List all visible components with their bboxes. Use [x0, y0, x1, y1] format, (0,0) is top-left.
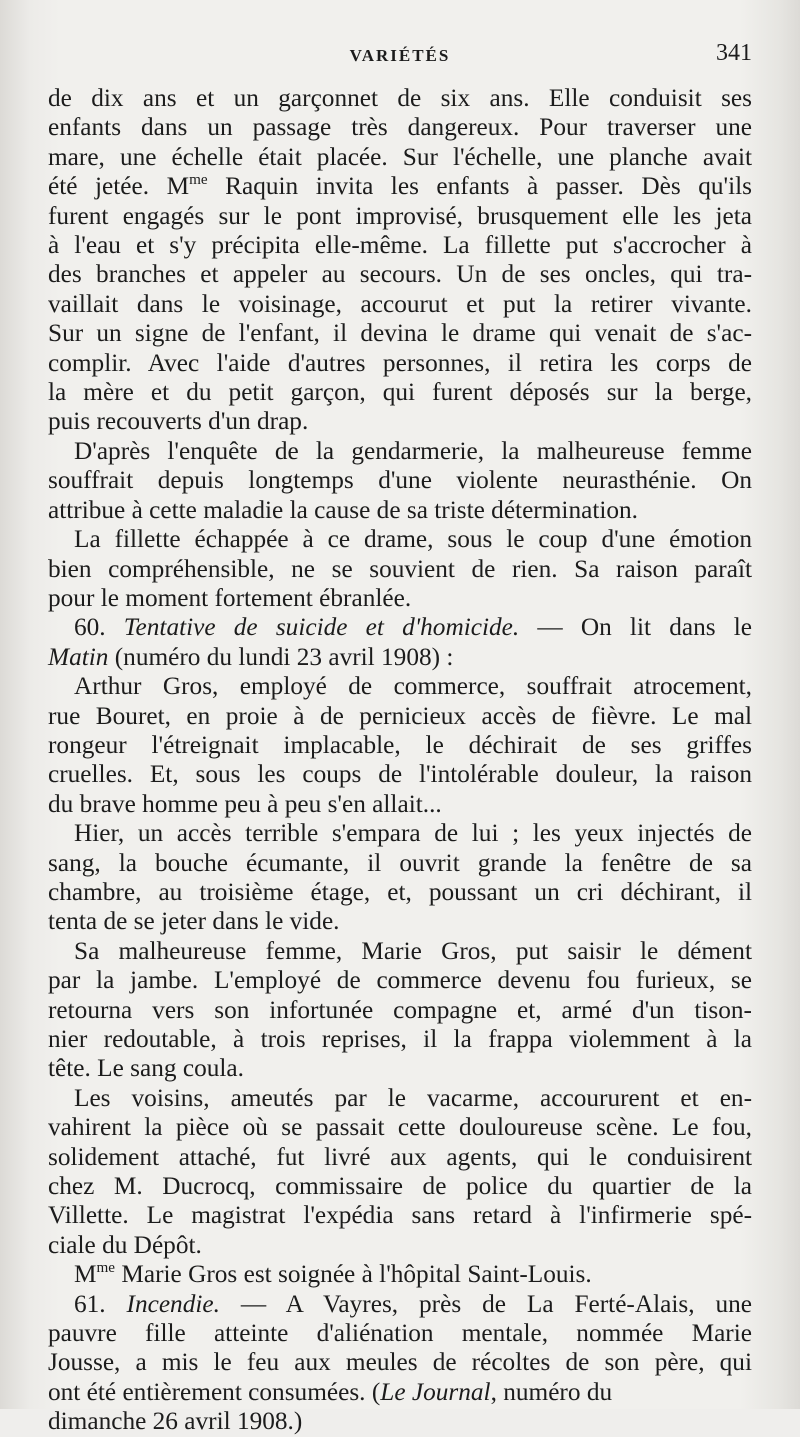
text-line: Matin (numéro du lundi 23 avril 1908) :	[48, 642, 454, 671]
italic-text: Tentative de suicide et d'homicide.	[123, 613, 520, 642]
body-text	[48, 84, 752, 1437]
text-line: tête. Le sang coula.	[48, 1054, 244, 1083]
paragraph-hier	[48, 819, 752, 937]
text-line: vahirent la pièce où se passait cette douloureuse scène. Le fou,	[48, 1113, 752, 1142]
paragraph-voisins	[48, 1084, 752, 1260]
text-line: vaillait dans le voisinage, accourut et put la retirer vivante.	[48, 289, 752, 318]
paragraph-enquete	[48, 437, 752, 525]
text-line: la mère et du petit garçon, qui furent déposés sur la berge,	[48, 378, 752, 407]
text-line: pour le moment fortement ébranlée.	[48, 583, 412, 612]
running-head: VARIÉTÉS	[349, 46, 451, 65]
page-number: 341	[716, 40, 752, 66]
text-line: nier redoutable, à trois reprises, il la frappa violemment à la	[48, 1025, 752, 1053]
text-line: à l'eau et s'y précipita elle-même. La fillette put s'accrocher à	[48, 231, 752, 260]
text-line: rue Bouret, en proie à de pernicieux accès de fièvre. Le mal	[48, 701, 752, 730]
italic-text: Incendie.	[126, 1289, 220, 1318]
text-line: Les voisins, ameutés par le vacarme, accoururent et en-	[74, 1083, 752, 1112]
text-line: pauvre fille atteinte d'aliénation mentale, nommée Marie	[48, 1319, 752, 1348]
paragraph-fillette	[48, 525, 752, 613]
text-line: attribue à cette maladie la cause de sa triste détermination.	[48, 495, 638, 524]
superscript-text: me	[189, 171, 208, 189]
text-line: chez M. Ducrocq, commissaire de police du quartier de la	[48, 1172, 752, 1201]
text-line: Jousse, a mis le feu aux meules de récoltes de son père, qui	[48, 1348, 752, 1377]
text-line: Sur un signe de l'enfant, il devina le drame qui venait de s'ac-	[48, 319, 752, 348]
text-line: puis recouverts d'un drap.	[48, 407, 309, 436]
paragraph-60	[48, 613, 752, 672]
text-line: souffrait depuis longtemps d'une violente neurasthénie. On	[48, 466, 752, 495]
text-line: bien compréhensible, ne se souvient de rien. Sa raison paraît	[48, 554, 752, 583]
text-line: des branches et appeler au secours. Un de ses oncles, qui tra-	[48, 260, 752, 289]
text-line: mare, une échelle était placée. Sur l'échelle, une planche avait	[48, 142, 752, 171]
text-line: D'après l'enquête de la gendarmerie, la malheureuse femme	[74, 436, 752, 465]
text-line: furent engagés sur le pont improvisé, brusquement elle les jeta	[48, 201, 752, 230]
paragraph-cont	[48, 84, 752, 437]
italic-text: Matin	[48, 642, 109, 671]
text-line: solidement attaché, fut livré aux agents, qui le conduisirent	[48, 1142, 752, 1171]
text-line: dimanche 26 avril 1908.)	[48, 1407, 303, 1436]
italic-text: Le Journal	[380, 1377, 491, 1406]
text-line: par la jambe. L'employé de commerce devenu fou furieux, se	[48, 966, 752, 995]
paragraph-soignee	[48, 1260, 752, 1289]
text-line: Hier, un accès terrible s'empara de lui ; les yeux injectés de	[74, 819, 752, 848]
text-line: ciale du Dépôt.	[48, 1230, 202, 1259]
text-line: $M^{me}$ Marie Gros est soignée à l'hôpital Saint-Louis.	[74, 1259, 592, 1289]
text-line: Arthur Gros, employé de commerce, souffrait atrocement,	[74, 672, 752, 701]
text-line: cruelles. Et, sous les coups de l'intolérable douleur, la raison	[48, 760, 752, 789]
text-line: 60. Tentative de suicide et d'homicide. — On lit dans le	[74, 613, 752, 642]
paragraph-arthur	[48, 672, 752, 819]
text-line: Sa malheureuse femme, Marie Gros, put saisir le dément	[74, 936, 752, 965]
text-line: retourna vers son infortunée compagne et, armé d'un tison-	[48, 995, 752, 1024]
text-line: été jetée. $M^{me}$ Raquin invita les enfants à passer. Dès qu'ils	[48, 171, 752, 201]
text-line: rongeur l'étreignait implacable, le déchirait de ses griffes	[48, 730, 752, 759]
text-line: enfants dans un passage très dangereux. Pour traverser une	[48, 113, 752, 142]
paragraph-61	[48, 1290, 752, 1437]
text-line: tenta de se jeter dans le vide.	[48, 907, 340, 936]
text-line: complir. Avec l'aide d'autres personnes, il retira les corps de	[48, 348, 752, 377]
text-line: La fillette échappée à ce drame, sous le coup d'une émotion	[74, 525, 752, 554]
text-line: Villette. Le magistrat l'expédia sans retard à l'infirmerie spé-	[48, 1201, 752, 1230]
text-line: ont été entièrement consumées. (Le Journal, numéro du	[48, 1377, 613, 1406]
text-line: 61. Incendie. — A Vayres, près de La Ferté-Alais, une	[74, 1289, 752, 1318]
text-line: sang, la bouche écumante, il ouvrit grande la fenêtre de sa	[48, 848, 752, 877]
text-line: du brave homme peu à peu s'en allait...	[48, 789, 442, 818]
page-header	[48, 40, 752, 74]
superscript-text: me	[96, 1259, 116, 1277]
text-line: de dix ans et un garçonnet de six ans. Elle conduisit ses	[48, 84, 752, 112]
paragraph-femme	[48, 937, 752, 1084]
text-line: chambre, au troisième étage, et, poussant un cri déchirant, il	[48, 877, 752, 906]
